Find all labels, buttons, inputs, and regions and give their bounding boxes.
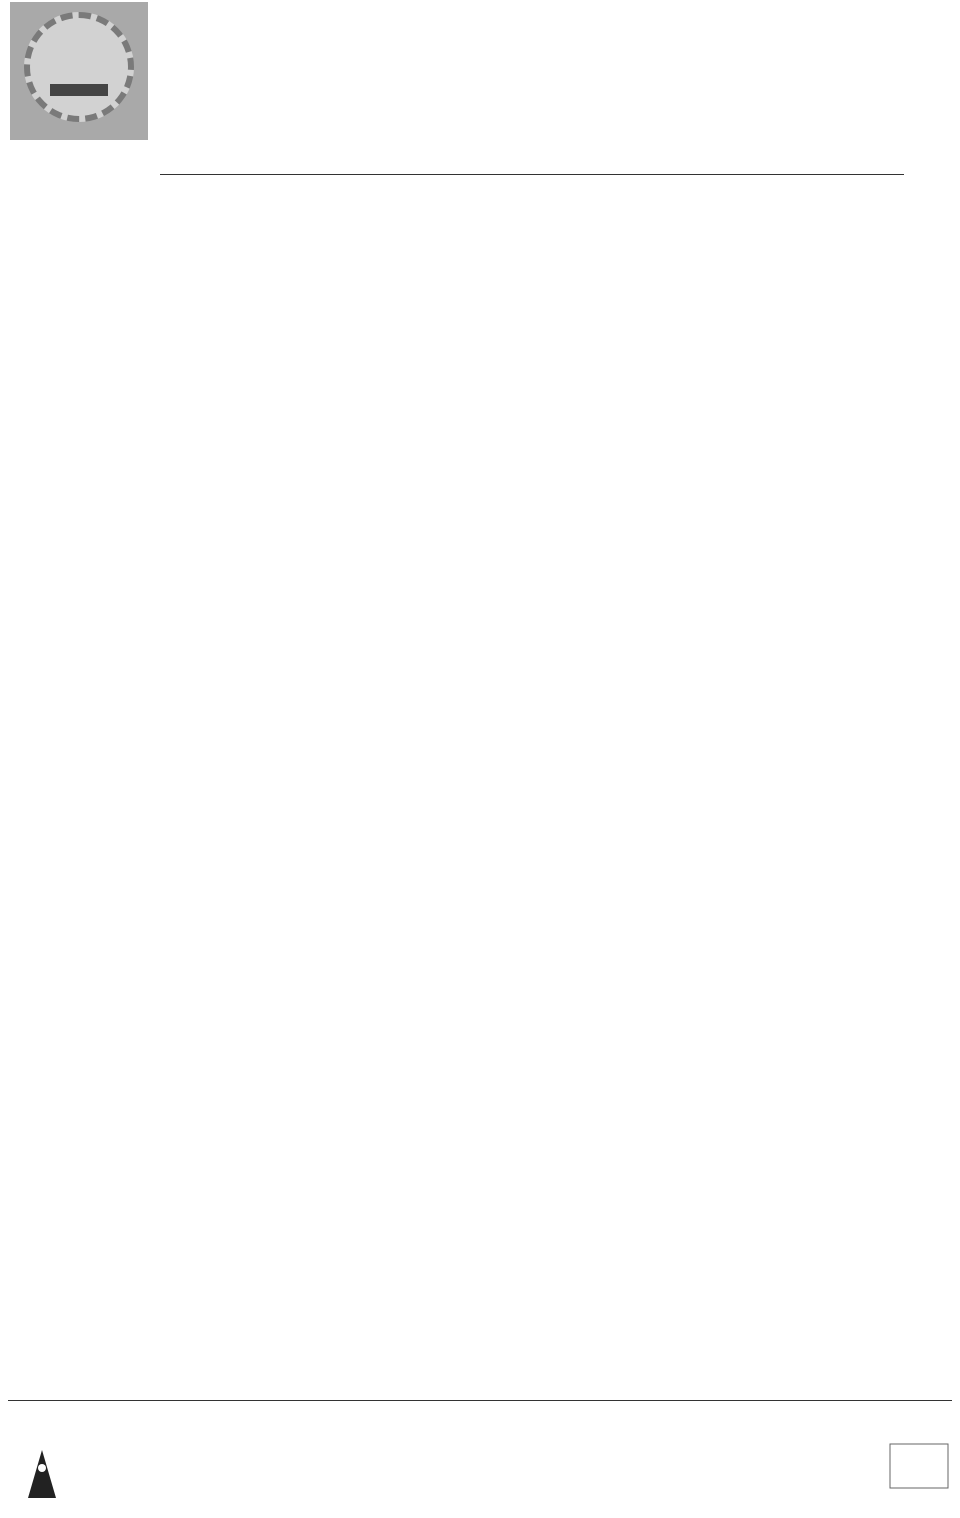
kapital-ludzki-logo (20, 1446, 196, 1504)
gear-icon (24, 12, 134, 122)
footer-divider (8, 1400, 952, 1401)
logo-subtitle (50, 84, 108, 96)
eu-logo (772, 1440, 952, 1500)
header-divider (160, 174, 904, 175)
pwsz-logo (10, 2, 148, 140)
